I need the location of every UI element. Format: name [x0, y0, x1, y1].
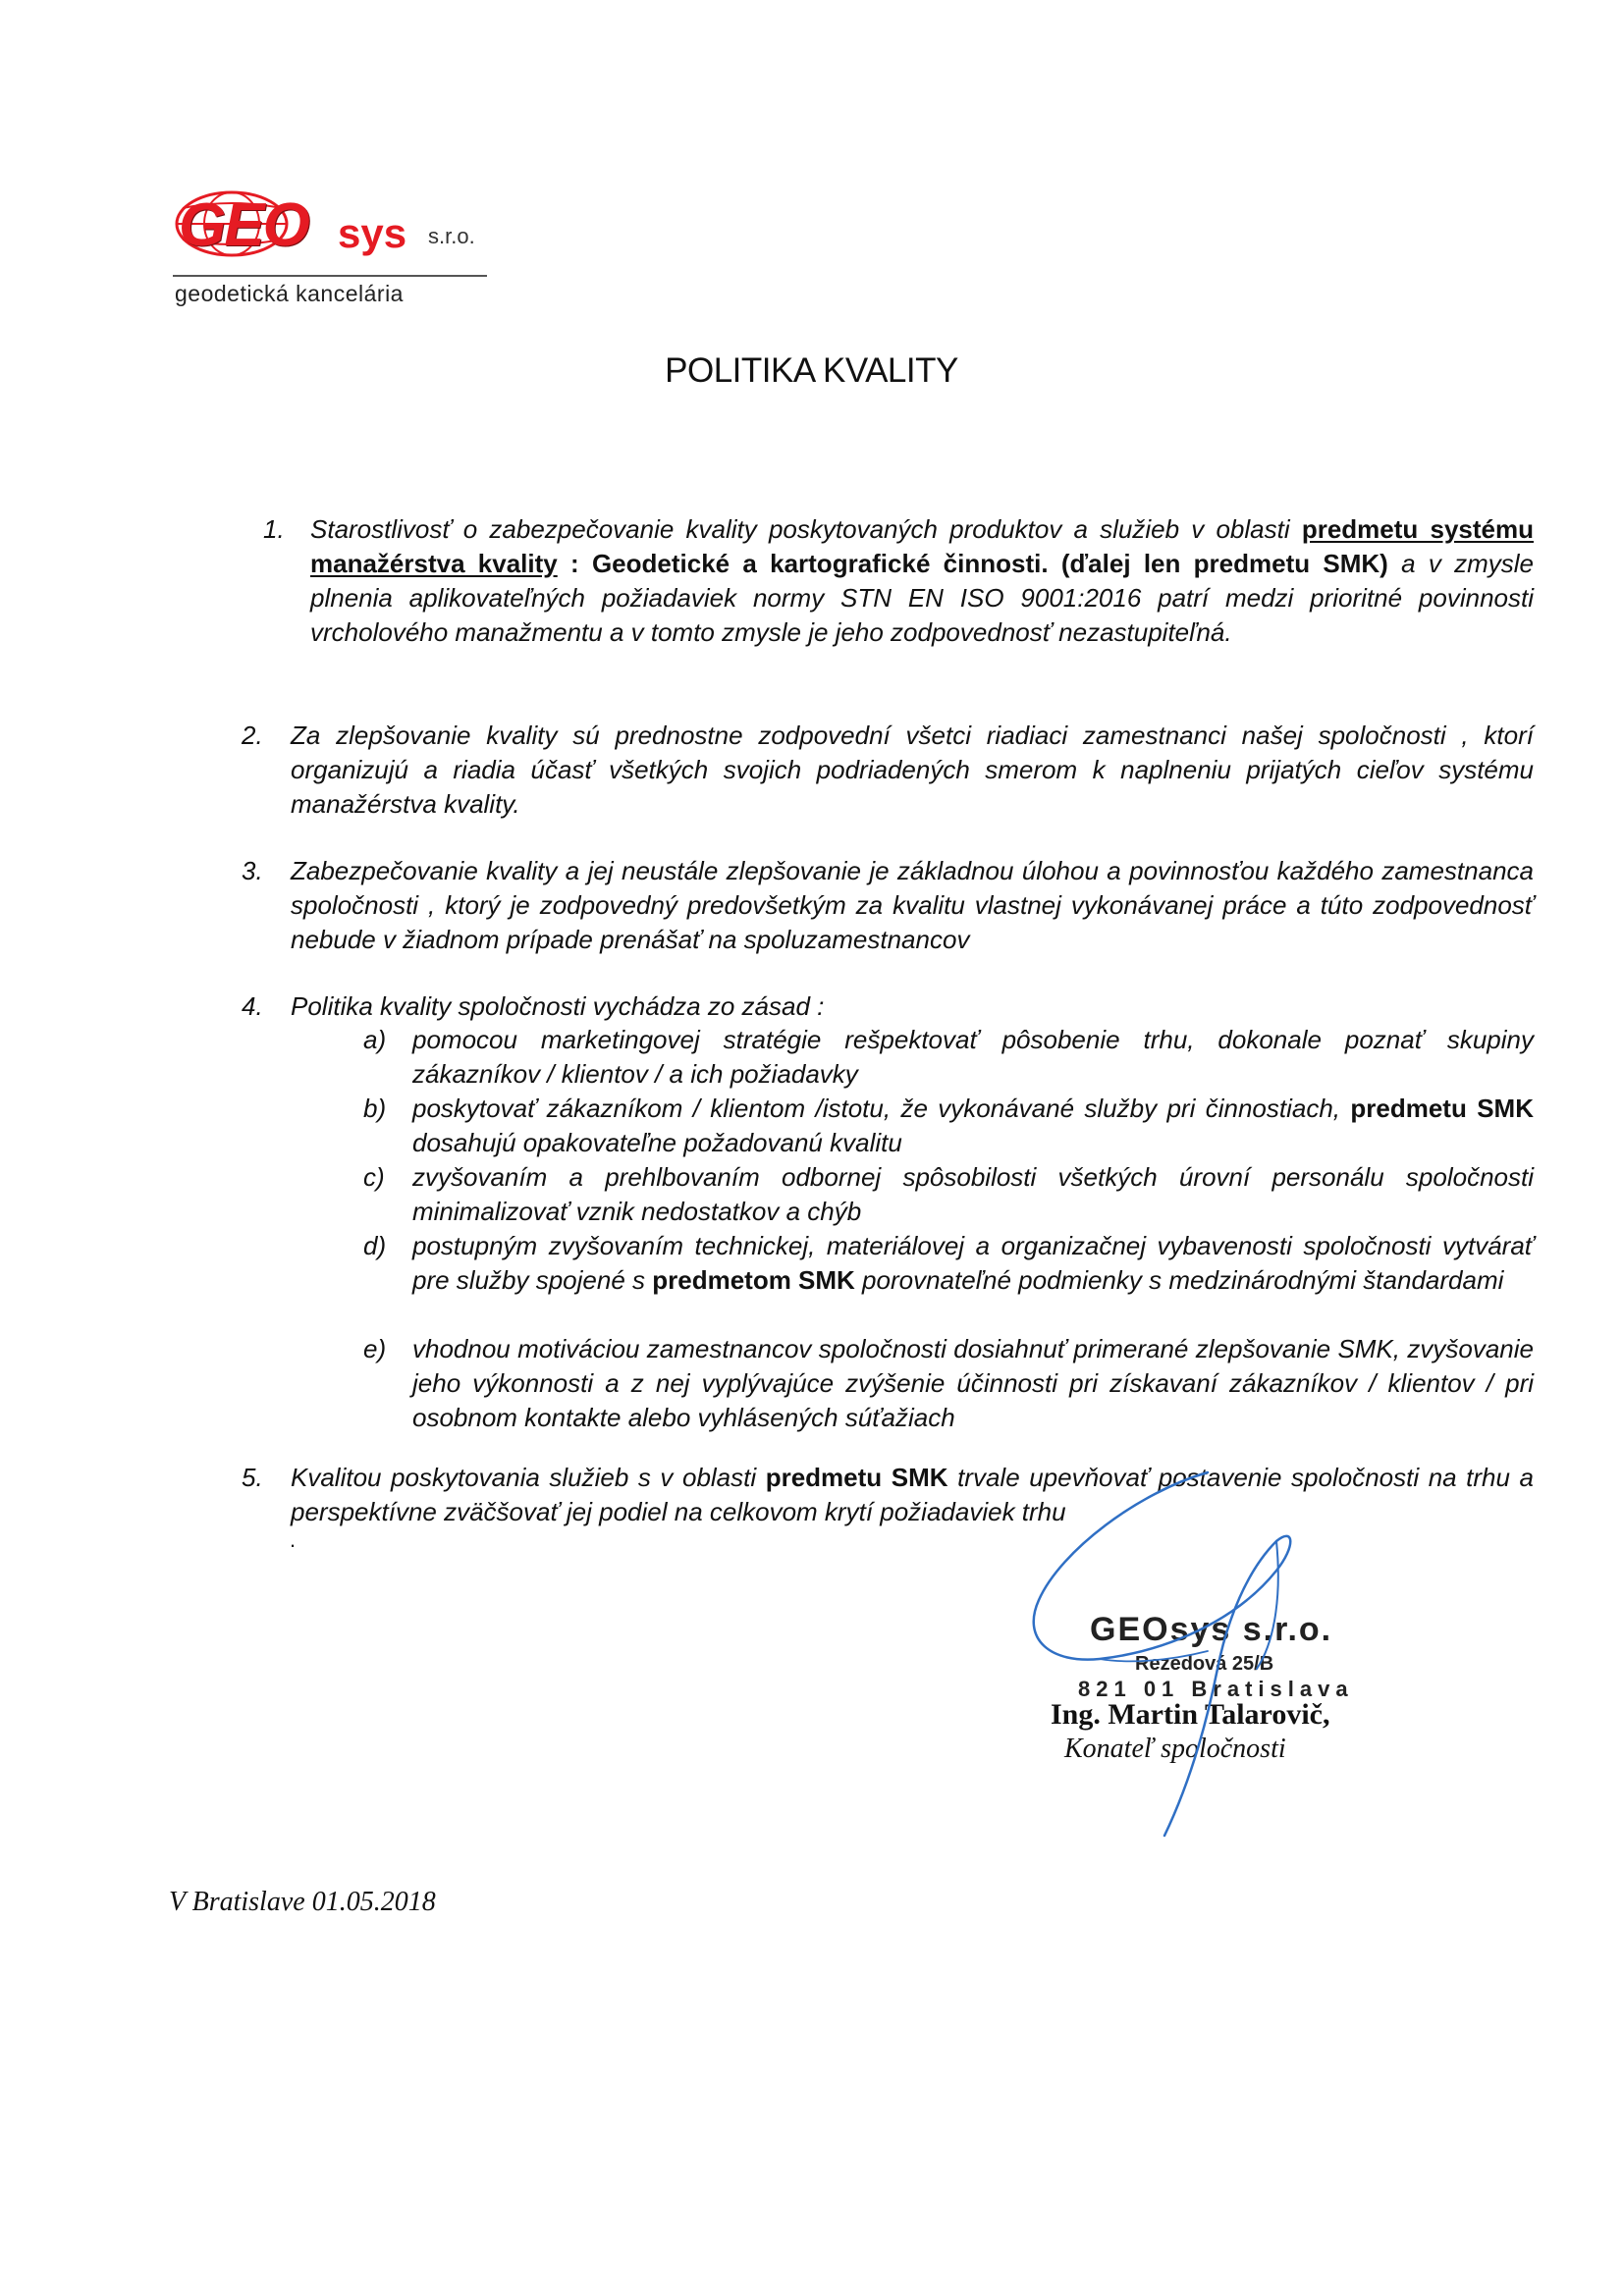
signer-name: Ing. Martin Talarovič, [1051, 1698, 1330, 1731]
stamp-company-name: GEOsys s.r.o. [1090, 1611, 1333, 1648]
logo-text-sys: sys [338, 210, 407, 256]
trailing-dot: . [290, 1527, 297, 1552]
place-and-date: V Bratislave 01.05.2018 [169, 1887, 436, 1917]
logo-text-geo: GEO [179, 191, 308, 259]
sub-item-letter-d: d) [363, 1231, 387, 1260]
p5-text-3: trvale upevňovať postavenie spoločnosti na trhu a perspektívne zväčšovať jej podiel na celkovom krytí požiadaviek trhu [291, 1463, 1534, 1526]
sub-item-letter-c: c) [363, 1162, 385, 1192]
sub-d-text-1: postupným zvyšovaním technickej, materiálovej a organizačnej vybavenosti spoločnosti vytvárať pre služby spojené s [412, 1231, 1534, 1295]
p1-text-a: Starostlivosť o zabezpečovanie kvality poskytovaných produktov a služieb v oblasti [310, 514, 1290, 544]
sub-item-text-e: vhodnou motiváciou zamestnancov spoločnosti dosiahnuť primerané zlepšovanie SMK, zvyšovanie jeho výkonnosti a z nej vyplývajúce zvýšenie účinnosti pri získavaní zákazníkov / klientov / pri osobnom kontakte alebo vyhlásených súťažiach [412, 1334, 1534, 1432]
item-number-2: 2. [242, 721, 263, 750]
logo-text-sro: s.r.o. [428, 224, 475, 248]
paragraph-3: Zabezpečovanie kvality a jej neustále zlepšovanie je základnou úlohou a povinnosťou každého zamestnanca spoločnosti , ktorý je zodpovedný predovšetkým za kvalitu vlastnej vykonávanej práce a túto zodpovednosť nebude v žiadnom prípade prenášať na spoluzamestnancov [291, 856, 1534, 954]
stamp-city: 821 01 Bratislava [1078, 1677, 1354, 1701]
p1-text-b: predmetu systému manažérstva kvality [310, 514, 1534, 578]
handwritten-signature [982, 1433, 1335, 1845]
sub-item-text-b [412, 1092, 1534, 1160]
sub-b-text-2: predmetu SMK [1350, 1094, 1534, 1123]
sub-item-letter-b: b) [363, 1094, 387, 1123]
paragraph-2: Za zlepšovanie kvality sú prednostne zodpovední všetci riadiaci zamestnanci našej spoločnosti , ktorí organizujú a riadia účasť všetkých svojich podriadených smerom k naplneniu prijatých cieľov systému manažérstva kvality. [291, 721, 1534, 819]
item-number-3: 3. [242, 856, 263, 885]
sub-b-text-1: poskytovať zákazníkom / klientom /istotu, že vykonávané služby pri činnostiach, [412, 1094, 1341, 1123]
sub-b-text-3: dosahujú opakovateľne požadovanú kvalitu [412, 1128, 902, 1157]
paragraph-5 [291, 1461, 1534, 1529]
p1-text-c: : Geodetické a kartografické činnosti. (ďalej len predmetu SMK) [557, 549, 1388, 578]
sub-item-text-a: pomocou marketingovej stratégie rešpektovať pôsobenie trhu, dokonale poznať skupiny zákazníkov / klientov / a ich požiadavky [412, 1025, 1534, 1089]
item-number-4: 4. [242, 991, 263, 1021]
stamp-street: Rezedová 25/B [1135, 1653, 1274, 1675]
company-logo [173, 187, 497, 314]
sub-item-letter-a: a) [363, 1025, 387, 1054]
logo-subtitle: geodetická kancelária [175, 281, 404, 306]
paragraph-1 [310, 512, 1534, 650]
page-title: POLITIKA KVALITY [665, 351, 958, 390]
p5-text-1: Kvalitou poskytovania služieb s v oblasti [291, 1463, 766, 1492]
paragraph-4-intro: Politika kvality spoločnosti vychádza zo zásad : [291, 991, 825, 1021]
item-number-1: 1. [263, 514, 285, 544]
p5-text-2: predmetu SMK [765, 1463, 948, 1492]
sub-d-text-3: porovnateľné podmienky s medzinárodnými štandardami [854, 1265, 1504, 1295]
sub-item-text-c: zvyšovaním a prehlbovaním odbornej spôsobilosti všetkých úrovní personálu spoločnosti minimalizovať vznik nedostatkov a chýb [412, 1162, 1534, 1226]
sub-item-letter-e: e) [363, 1334, 387, 1363]
p1-text-d: a v zmysle plnenia aplikovateľných požiadaviek normy STN EN ISO 9001:2016 patrí medzi prioritné povinnosti vrcholového manažmentu a v tomto zmysle je jeho zodpovednosť nezastupiteľná. [310, 549, 1534, 647]
sub-d-text-2: predmetom SMK [652, 1265, 855, 1295]
item-number-5: 5. [242, 1463, 263, 1492]
sub-item-text-d [412, 1229, 1534, 1298]
logo-divider [173, 275, 487, 277]
signer-role: Konateľ spoločnosti [1064, 1734, 1286, 1764]
